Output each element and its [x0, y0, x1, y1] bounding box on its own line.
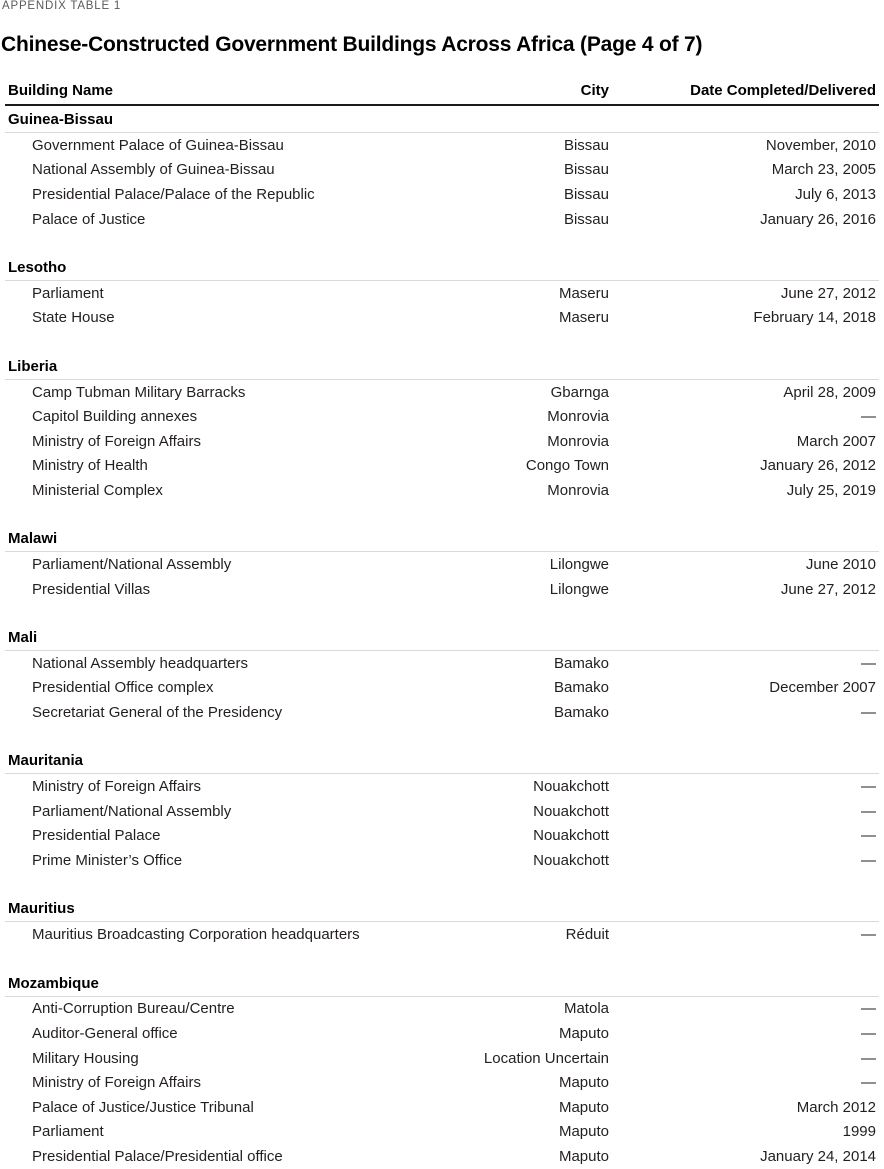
table-row [5, 1144, 879, 1169]
city-cell: Nouakchott [533, 827, 609, 845]
date-cell: January 26, 2016 [760, 210, 876, 228]
date-cell: June 27, 2012 [780, 580, 876, 598]
date-cell: February 14, 2018 [753, 309, 876, 327]
table-row [5, 478, 879, 503]
table-row [5, 922, 879, 947]
building-cell: Capitol Building annexes [32, 408, 198, 426]
city-cell: Monrovia [547, 408, 609, 426]
date-cell: April 28, 2009 [783, 383, 876, 401]
table-row [5, 158, 879, 183]
table-row [5, 848, 879, 873]
city-cell: Maseru [558, 284, 609, 302]
date-cell: March 23, 2005 [771, 161, 876, 179]
country-heading: Mali [5, 626, 879, 651]
country-section [5, 355, 879, 503]
table-row [5, 651, 879, 676]
city-cell: Congo Town [525, 457, 609, 475]
table-row [5, 133, 879, 158]
table-row [5, 824, 879, 849]
city-cell: Maputo [558, 1074, 609, 1092]
table-row [5, 454, 879, 479]
building-cell: Ministry of Foreign Affairs [32, 1074, 201, 1092]
city-cell: Lilongwe [549, 580, 609, 598]
table-body [5, 108, 879, 1169]
country-heading: Lesotho [5, 256, 879, 281]
city-cell: Nouakchott [533, 778, 609, 796]
city-cell: Location Uncertain [483, 1049, 609, 1067]
building-cell: Parliament/National Assembly [32, 802, 232, 820]
building-cell: Palace of Justice [32, 210, 146, 228]
table-row [5, 207, 879, 232]
city-cell: Maputo [558, 1025, 609, 1043]
country-heading: Malawi [5, 527, 879, 552]
building-cell: Prime Minister’s Office [32, 852, 183, 870]
date-cell: January 26, 2012 [760, 457, 876, 475]
building-cell: Presidential Palace/Palace of the Republic [32, 185, 315, 203]
city-cell: Nouakchott [533, 852, 609, 870]
building-cell: Presidential Office complex [32, 679, 214, 697]
building-cell: Ministry of Foreign Affairs [32, 432, 201, 450]
column-header-city: City [580, 82, 609, 99]
city-cell: Gbarnga [550, 383, 609, 401]
date-cell: 1999 [842, 1123, 876, 1141]
city-cell: Maseru [558, 309, 609, 327]
date-cell: — [861, 1049, 876, 1067]
column-header-building-name: Building Name [8, 82, 114, 99]
date-cell: — [861, 926, 876, 944]
country-section [5, 972, 879, 1169]
date-cell: June 2010 [805, 556, 876, 574]
city-cell: Monrovia [547, 432, 609, 450]
city-cell: Lilongwe [549, 556, 609, 574]
city-cell: Bissau [563, 161, 609, 179]
table-row [5, 306, 879, 331]
page-title: Chinese-Constructed Government Buildings Across Africa (Page 4 of 7) [1, 33, 703, 56]
building-cell: Ministerial Complex [32, 481, 163, 499]
date-cell: — [861, 1025, 876, 1043]
city-cell: Bamako [553, 654, 609, 672]
table-row [5, 799, 879, 824]
table-row [5, 577, 879, 602]
building-cell: Palace of Justice/Justice Tribunal [32, 1098, 254, 1116]
date-cell: — [861, 654, 876, 672]
column-header-date-completed: Date Completed/Delivered [690, 82, 876, 99]
city-cell: Nouakchott [533, 802, 609, 820]
table-row [5, 380, 879, 405]
table-row [5, 281, 879, 306]
country-heading: Guinea-Bissau [5, 108, 879, 133]
building-cell: Military Housing [32, 1049, 139, 1067]
city-cell: Réduit [565, 926, 609, 944]
city-cell: Matola [563, 1000, 609, 1018]
date-cell: — [861, 1074, 876, 1092]
building-cell: Anti-Corruption Bureau/Centre [32, 1000, 235, 1018]
city-cell: Bamako [553, 704, 609, 722]
table-row [5, 552, 879, 577]
table-row [5, 182, 879, 207]
country-section [5, 527, 879, 601]
table-row [5, 676, 879, 701]
table-header-row [5, 82, 879, 106]
country-heading: Mauritania [5, 749, 879, 774]
city-cell: Bissau [563, 210, 609, 228]
building-cell: Presidential Villas [32, 580, 151, 598]
country-section [5, 749, 879, 872]
building-cell: Government Palace of Guinea-Bissau [32, 136, 284, 154]
table-row [5, 700, 879, 725]
city-cell: Maputo [558, 1123, 609, 1141]
date-cell: January 24, 2014 [760, 1147, 876, 1165]
building-cell: Mauritius Broadcasting Corporation headquarters [32, 926, 360, 944]
city-cell: Bissau [563, 136, 609, 154]
date-cell: December 2007 [769, 679, 876, 697]
country-heading: Mozambique [5, 972, 879, 997]
appendix-kicker: APPENDIX TABLE 1 [2, 0, 122, 12]
building-cell: National Assembly headquarters [32, 654, 248, 672]
date-cell: — [861, 408, 876, 426]
table-row [5, 1120, 879, 1145]
date-cell: March 2007 [796, 432, 876, 450]
date-cell: March 2012 [796, 1098, 876, 1116]
building-cell: Parliament [32, 284, 104, 302]
table-row [5, 1070, 879, 1095]
city-cell: Maputo [558, 1147, 609, 1165]
country-section [5, 108, 879, 231]
country-section [5, 256, 879, 330]
date-cell: June 27, 2012 [780, 284, 876, 302]
table-row [5, 1046, 879, 1071]
date-cell: November, 2010 [765, 136, 876, 154]
building-cell: Ministry of Foreign Affairs [32, 778, 201, 796]
table-row [5, 774, 879, 799]
building-cell: Auditor-General office [32, 1025, 178, 1043]
building-cell: Parliament/National Assembly [32, 556, 232, 574]
date-cell: — [861, 778, 876, 796]
table-row [5, 997, 879, 1022]
building-cell: Ministry of Health [32, 457, 148, 475]
country-section [5, 897, 879, 947]
date-cell: July 25, 2019 [786, 481, 876, 499]
date-cell: — [861, 1000, 876, 1018]
date-cell: — [861, 704, 876, 722]
building-cell: Presidential Palace/Presidential office [32, 1147, 283, 1165]
country-heading: Liberia [5, 355, 879, 380]
building-cell: State House [32, 309, 115, 327]
city-cell: Maputo [558, 1098, 609, 1116]
table-row [5, 404, 879, 429]
table-row [5, 1095, 879, 1120]
date-cell: — [861, 852, 876, 870]
building-cell: Secretariat General of the Presidency [32, 704, 283, 722]
table-row [5, 1021, 879, 1046]
date-cell: July 6, 2013 [795, 185, 876, 203]
building-cell: National Assembly of Guinea-Bissau [32, 161, 275, 179]
country-section [5, 626, 879, 725]
city-cell: Bissau [563, 185, 609, 203]
buildings-table [5, 82, 879, 1169]
country-heading: Mauritius [5, 897, 879, 922]
building-cell: Camp Tubman Military Barracks [32, 383, 246, 401]
date-cell: — [861, 827, 876, 845]
date-cell: — [861, 802, 876, 820]
city-cell: Bamako [553, 679, 609, 697]
building-cell: Presidential Palace [32, 827, 161, 845]
building-cell: Parliament [32, 1123, 104, 1141]
city-cell: Monrovia [547, 481, 609, 499]
table-row [5, 429, 879, 454]
